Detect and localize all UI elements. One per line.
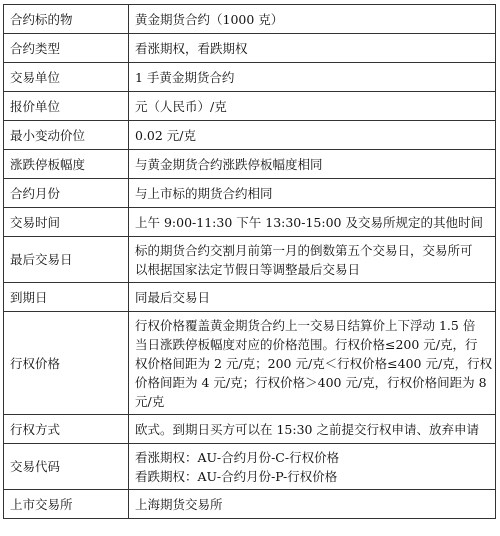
spec-row (4, 5, 496, 34)
spec-label: 合约月份 (4, 179, 129, 208)
spec-value (129, 444, 496, 490)
spec-value-line: 与黄金期货合约涨跌停板幅度相同 (135, 156, 323, 172)
spec-row (4, 179, 496, 208)
spec-value-line: 看跌期权：AU-合约月份-P-行权价格 (135, 468, 338, 484)
spec-value (129, 312, 496, 415)
spec-value (129, 63, 496, 92)
spec-value (129, 237, 496, 283)
spec-row (4, 490, 496, 519)
spec-value-line: 黄金期货合约（1000 克） (135, 11, 284, 27)
spec-value-line: 当日涨跌停板幅度对应的价格范围。行权价格≤200 元/克，行 (135, 336, 478, 352)
spec-label: 到期日 (4, 283, 129, 312)
spec-value (129, 34, 496, 63)
spec-row (4, 283, 496, 312)
spec-value (129, 208, 496, 237)
spec-value-line: 欧式。到期日买方可以在 15:30 之前提交行权申请、放弃申请 (135, 421, 479, 437)
spec-value (129, 121, 496, 150)
spec-row (4, 34, 496, 63)
spec-row (4, 208, 496, 237)
spec-label: 行权价格 (4, 312, 129, 415)
spec-row (4, 150, 496, 179)
spec-value-line: 元（人民币）/克 (135, 98, 227, 114)
spec-value (129, 283, 496, 312)
spec-value-line: 1 手黄金期货合约 (135, 69, 235, 85)
spec-label: 上市交易所 (4, 490, 129, 519)
spec-label: 交易单位 (4, 63, 129, 92)
spec-value-line: 与上市标的期货合约相同 (135, 185, 273, 201)
spec-value (129, 179, 496, 208)
spec-value-line: 标的期货合约交割月前第一月的倒数第五个交易日，交易所可 (135, 242, 473, 258)
spec-value-line: 行权价格覆盖黄金期货合约上一交易日结算价上下浮动 1.5 倍 (135, 317, 476, 333)
spec-row (4, 415, 496, 444)
contract-spec-table (3, 4, 496, 519)
spec-label: 涨跌停板幅度 (4, 150, 129, 179)
spec-value-line: 0.02 元/克 (135, 127, 197, 143)
spec-value (129, 415, 496, 444)
spec-label: 最后交易日 (4, 237, 129, 283)
spec-label: 交易代码 (4, 444, 129, 490)
spec-row (4, 237, 496, 283)
spec-value-line: 上午 9:00-11:30 下午 13:30-15:00 及交易所规定的其他时间 (135, 214, 483, 230)
spec-value-line: 以根据国家法定节假日等调整最后交易日 (135, 261, 361, 277)
spec-row (4, 92, 496, 121)
spec-value (129, 150, 496, 179)
spec-row (4, 312, 496, 415)
spec-table-body (4, 5, 496, 519)
spec-label: 最小变动价位 (4, 121, 129, 150)
spec-value (129, 5, 496, 34)
spec-label: 行权方式 (4, 415, 129, 444)
spec-value-line: 价格间距为 4 元/克；行权价格＞400 元/克，行权价格间距为 8 (135, 374, 487, 390)
spec-label: 合约类型 (4, 34, 129, 63)
spec-label: 合约标的物 (4, 5, 129, 34)
spec-value-line: 上海期货交易所 (135, 496, 223, 512)
spec-label: 报价单位 (4, 92, 129, 121)
spec-value-line: 看涨期权：AU-合约月份-C-行权价格 (135, 449, 340, 465)
spec-value (129, 490, 496, 519)
spec-label: 交易时间 (4, 208, 129, 237)
spec-value-line: 元/克 (135, 393, 165, 409)
spec-value-line: 看涨期权，看跌期权 (135, 40, 248, 56)
spec-row (4, 121, 496, 150)
spec-row (4, 63, 496, 92)
spec-row (4, 444, 496, 490)
spec-value-line: 权价格间距为 2 元/克；200 元/克＜行权价格≤400 元/克，行权 (135, 355, 493, 371)
spec-value (129, 92, 496, 121)
spec-value-line: 同最后交易日 (135, 289, 211, 305)
